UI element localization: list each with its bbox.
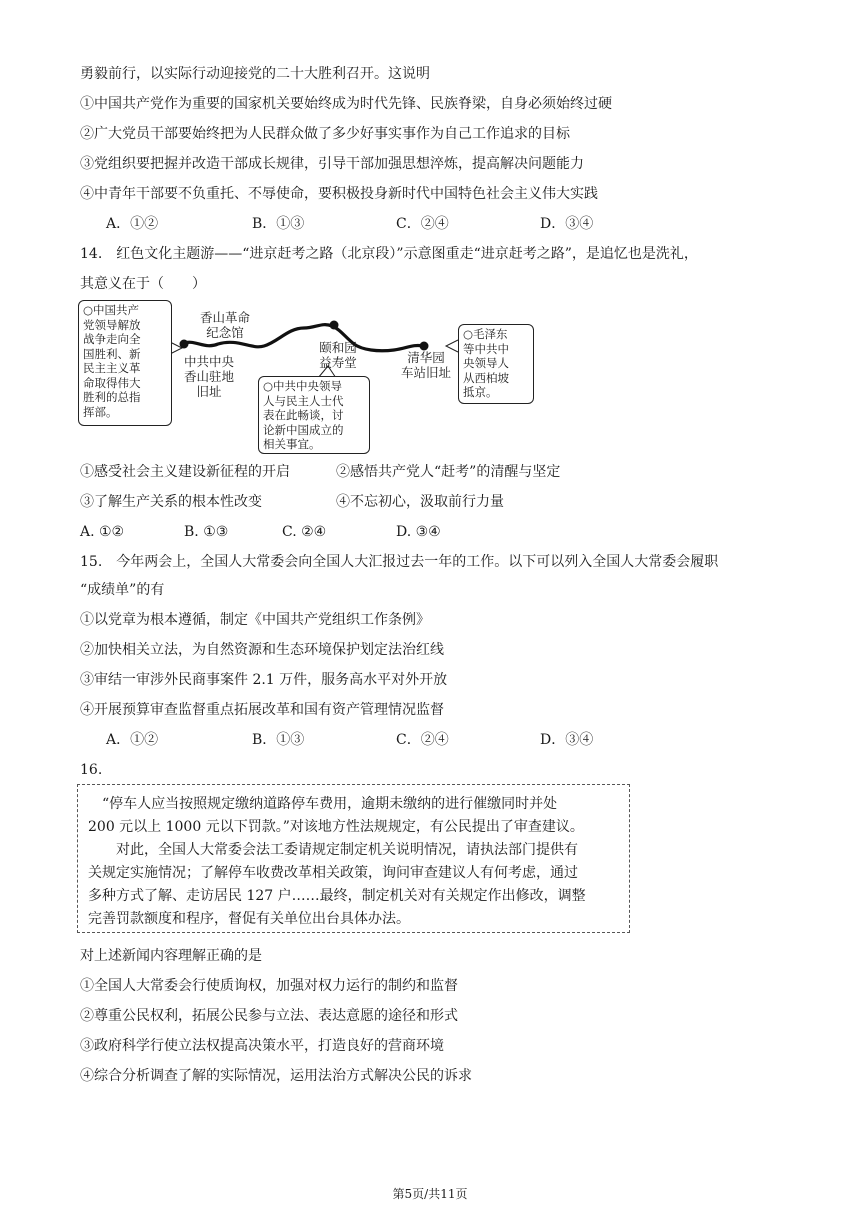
page-footer: 第5页/共11页: [392, 1187, 468, 1201]
q13-stem-continuation: 勇毅前行，以实际行动迎接党的二十大胜利召开。这说明: [80, 66, 430, 82]
q13-item-1: ①中国共产党作为重要的国家机关要始终成为时代先锋、民族脊梁，自身必须始终过硬: [80, 96, 612, 112]
q15-item-1: ①以党章为根本遵循，制定《中国共产党组织工作条例》: [80, 612, 430, 628]
q16-news-box: [77, 784, 630, 933]
q13-item-3: ③党组织要把握并改造干部成长规律，引导干部加强思想淬炼，提高解决问题能力: [80, 156, 584, 172]
news-line-2: 200 元以上 1000 元以下罚款。”对该地方性法规规定，有公民提出了审查建议。: [88, 819, 584, 835]
q14-stem-line-1: 14. 红色文化主题游——“进京赶考之路（北京段）”示意图重走“进京赶考之路”，是追忆也是洗礼，: [80, 246, 698, 262]
q15-option-d: D．③④: [540, 732, 594, 748]
q16-item-1: ①全国人大常委会行使质询权，加强对权力运行的制约和监督: [80, 978, 458, 994]
label-yiheyuan: 颐和园 益寿堂: [319, 340, 357, 370]
news-line-3: 对此，全国人大常委会法工委请规定制定机关说明情况，请执法部门提供有: [88, 842, 578, 858]
q15-option-c: C．②④: [396, 732, 449, 748]
q15-item-3: ③审结一审涉外民商事案件 2.1 万件，服务高水平对外开放: [80, 672, 448, 688]
q14-option-b: B. ①③: [184, 524, 229, 540]
q13-option-b: B．①③: [252, 216, 305, 232]
label-xiangshan-memorial: 香山革命 纪念馆: [199, 310, 250, 340]
q16-item-3: ③政府科学行使立法权提高决策水平，打造良好的营商环境: [80, 1038, 444, 1054]
callout-right: ○毛泽东 等中共中 央领导人 从西柏坡 抵京。: [458, 324, 534, 404]
q15-stem-line-2: “成绩单”的有: [80, 582, 165, 598]
q14-stem-line-2: 其意义在于（ ）: [80, 276, 206, 292]
q13-item-2: ②广大党员干部要始终把为人民群众做了多少好事实事作为自己工作追求的目标: [80, 126, 570, 142]
q14-item-2: ②感悟共产党人“赶考”的清醒与坚定: [336, 464, 561, 480]
label-qinghua-station: 清华园 车站旧址: [400, 350, 451, 380]
q15-item-4: ④开展预算审查监督重点拓展改革和国有资产管理情况监督: [80, 702, 444, 718]
q15-option-b: B．①③: [252, 732, 305, 748]
q14-option-a: A. ①②: [80, 524, 125, 540]
q14-option-d: D. ③④: [396, 524, 441, 540]
q14-item-1: ①感受社会主义建设新征程的开启: [80, 464, 290, 480]
q13-option-d: D．③④: [540, 216, 594, 232]
callout-middle: ○中共中央领导 人与民主人士代 表在此畅谈，讨 论新中国成立的 相关事宜。: [258, 376, 370, 454]
q15-stem-line-1: 15. 今年两会上，全国人大常委会向全国人大汇报过去一年的工作。以下可以列入全国人大常委会履职: [80, 554, 719, 570]
route-diagram: [78, 298, 638, 460]
q13-option-a: A．①②: [106, 216, 159, 232]
news-line-4: 关规定实施情况；了解停车收费改革相关政策，询问审查建议人有何考虑，通过: [88, 865, 578, 881]
news-line-5: 多种方式了解、走访居民 127 户……最终，制定机关对有关规定作出修改，调整: [88, 888, 586, 904]
news-line-1: “停车人应当按照规定缴纳道路停车费用，逾期未缴纳的进行催缴同时并处: [88, 796, 558, 812]
q16-item-4: ④综合分析调查了解的实际情况，运用法治方式解决公民的诉求: [80, 1068, 472, 1084]
stop-xiangshan-dot: [180, 340, 189, 349]
q14-option-c: C. ②④: [282, 524, 327, 540]
news-line-6: 完善罚款额度和程序，督促有关单位出台具体办法。: [88, 911, 410, 927]
q13-item-4: ④中青年干部要不负重托、不辱使命，要积极投身新时代中国特色社会主义伟大实践: [80, 186, 598, 202]
q15-option-a: A．①②: [106, 732, 159, 748]
label-xiangshan-site: 中共中央 香山驻地 旧址: [183, 354, 234, 399]
stop-yiheyuan-dot: [330, 321, 339, 330]
q14-item-3: ③了解生产关系的根本性改变: [80, 494, 262, 510]
q13-option-c: C．②④: [396, 216, 449, 232]
q15-item-2: ②加快相关立法，为自然资源和生态环境保护划定法治红线: [80, 642, 444, 658]
callout-left: ○中国共产 党领导解放 战争走向全 国胜利、新 民主主义革 命取得伟大 胜利的总指 挥部。: [78, 300, 172, 426]
q16-item-2: ②尊重公民权利，拓展公民参与立法、表达意愿的途径和形式: [80, 1008, 458, 1024]
q16-number: 16.: [80, 762, 103, 778]
q14-item-4: ④不忘初心，汲取前行力量: [336, 494, 504, 510]
q16-stem: 对上述新闻内容理解正确的是: [80, 948, 262, 964]
